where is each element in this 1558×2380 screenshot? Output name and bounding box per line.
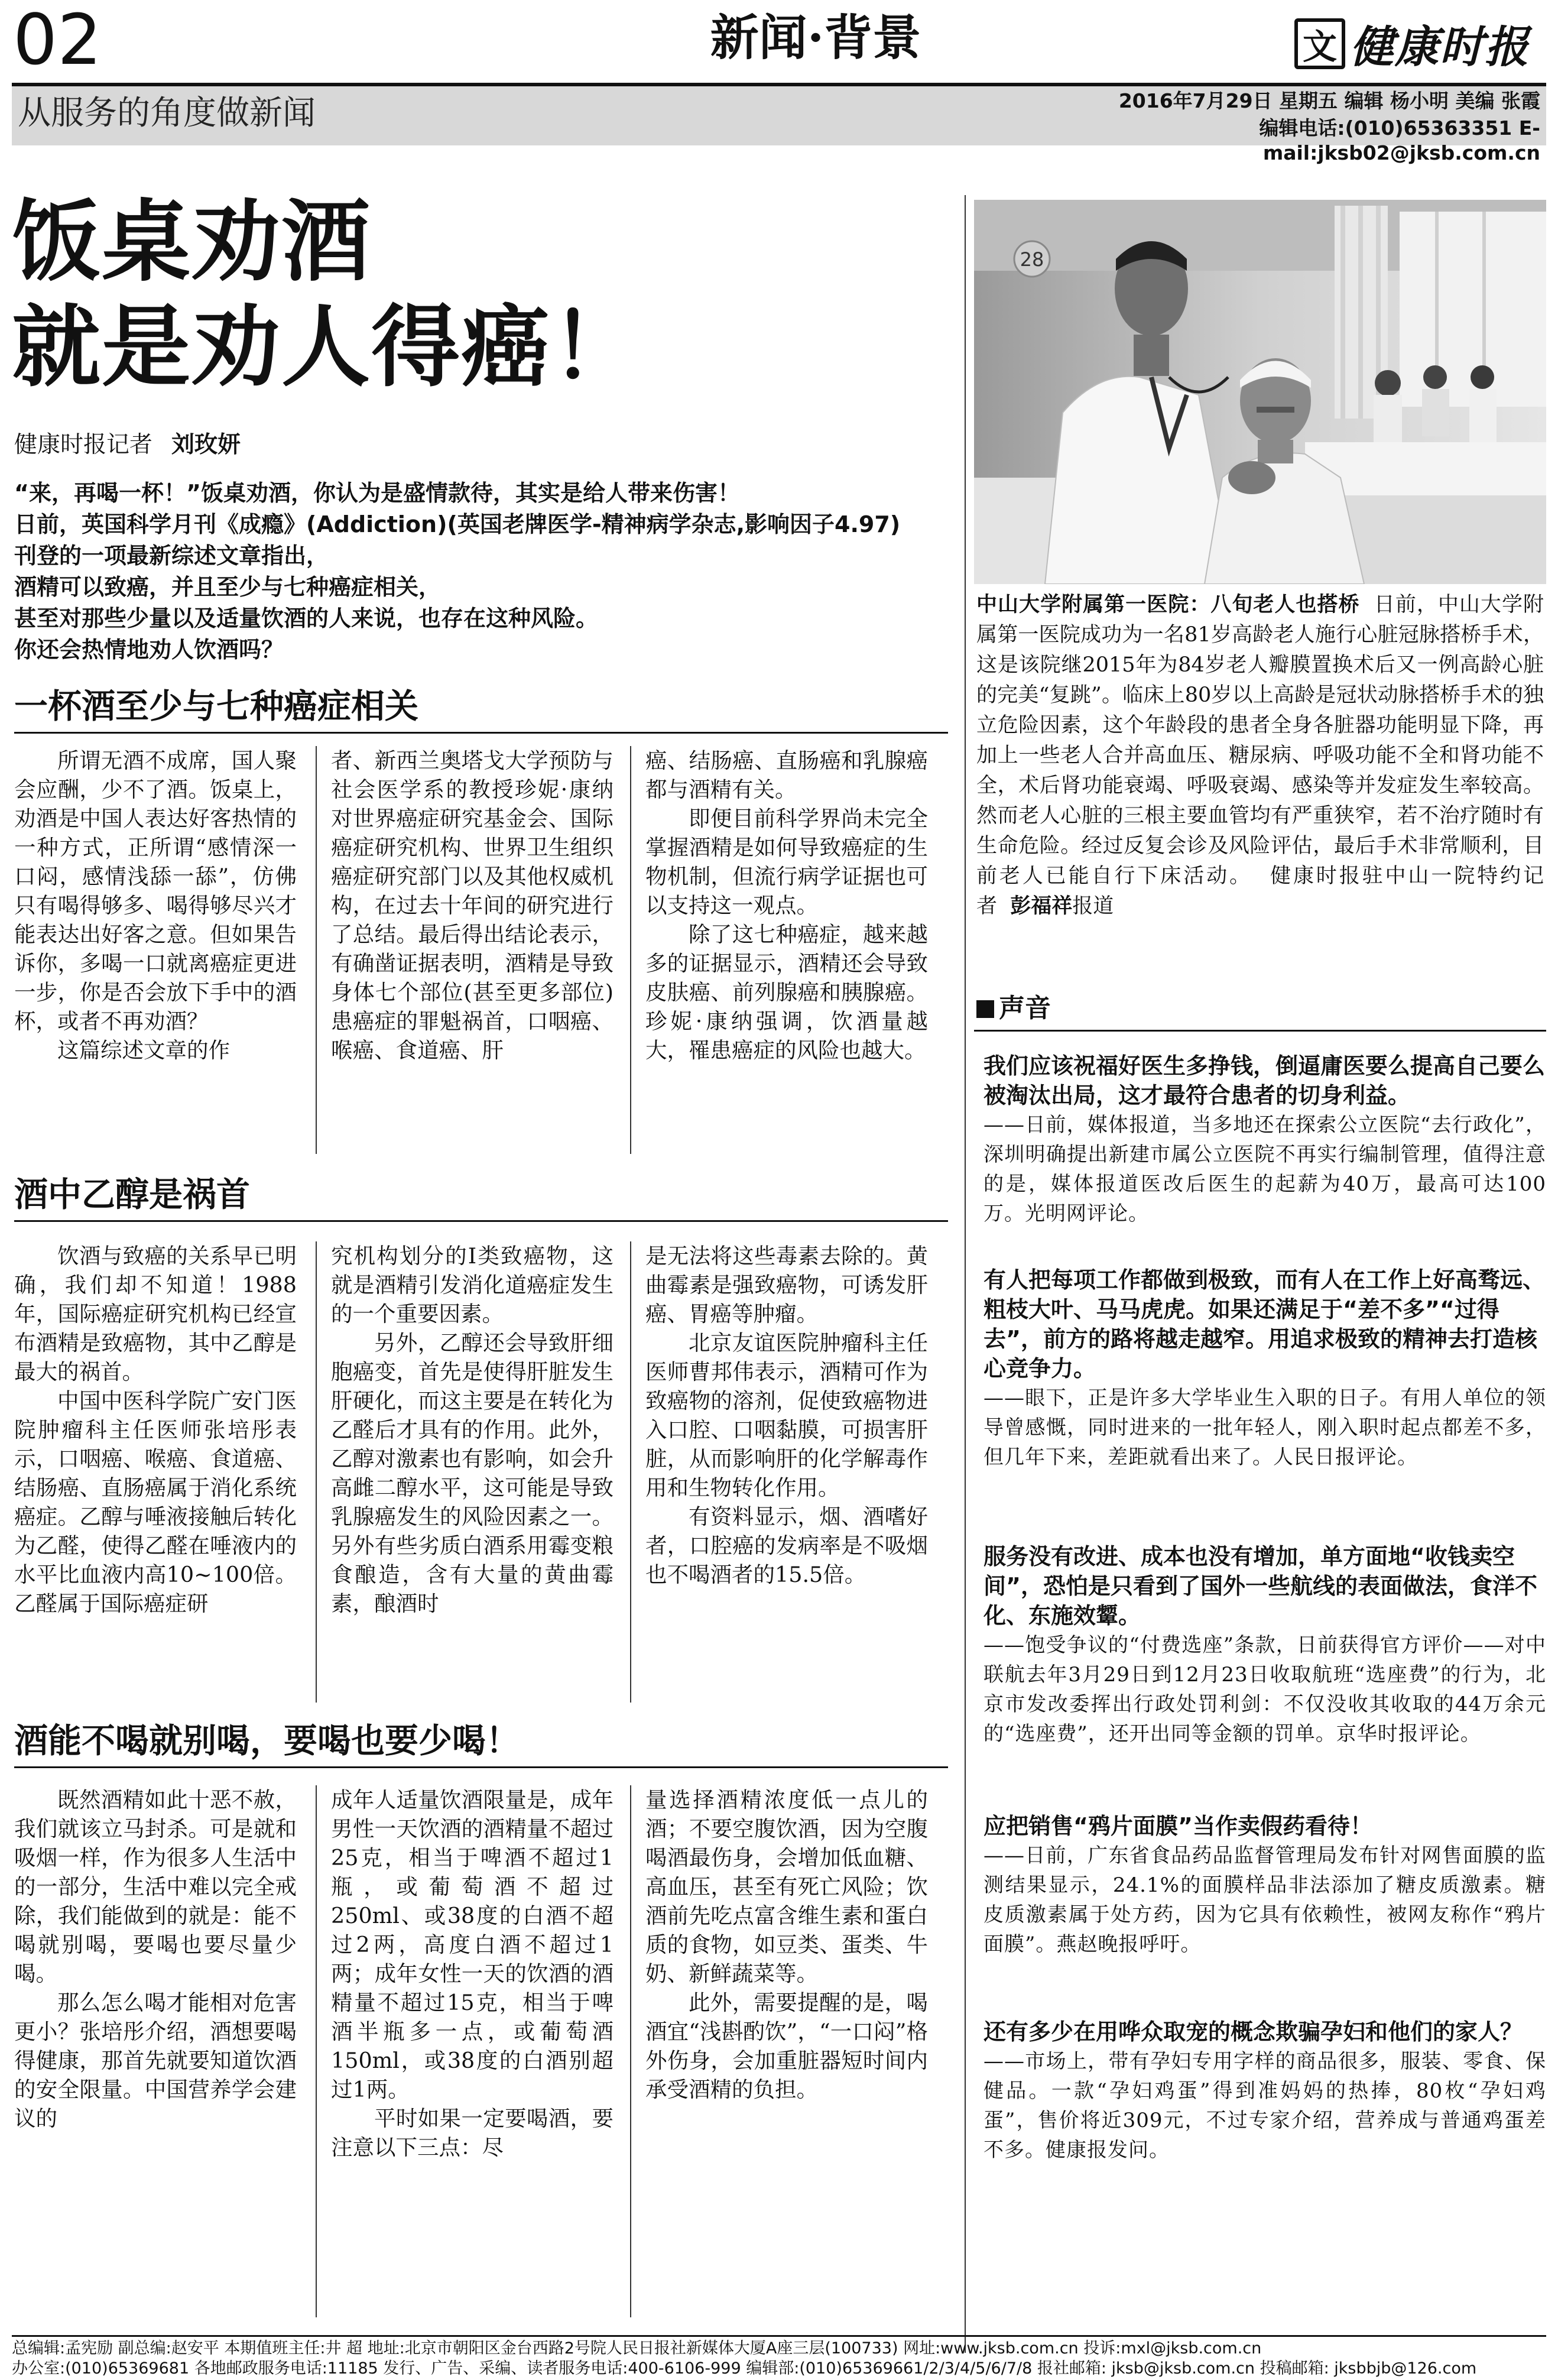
- section-heading: 酒中乙醇是祸首: [14, 1174, 948, 1222]
- voice-source: ——饱受争议的“付费选座”条款，日前获得官方评价——对中联航去年3月29日到12月23日收取航班“选座费”的行为，北京市发改委挥出行政处罚利剑：不仅没收其收取的44万余元的“选座费”，还开出同等金额的罚单。京华时报评论。: [984, 1633, 1546, 1746]
- byline-prefix: 健康时报记者: [14, 432, 153, 458]
- voice-source: ——日前，媒体报道，当多地还在探索公立医院“去行政化”，深圳明确提出新建市属公立医院不再实行编制管理，值得注意的是，媒体报道医改后医生的起薪为40万，最高可达100万。光明网评论。: [984, 1113, 1546, 1225]
- paragraph: 饮酒与致癌的关系早已明确，我们却不知道！1988年，国际癌症研究机构已经宣布酒精是致癌物，其中乙醇是最大的祸首。: [14, 1243, 297, 1384]
- column-divider: [316, 1785, 317, 2317]
- voices-heading-label: 声音: [999, 993, 1051, 1023]
- footer-contacts: 办公室:(010)65369681 各地邮政服务电话:11185 发行、广告、采编、读者服务电话:400-6106-999 编辑部:(010)65369661/2/3/4/5/6/7/8 报社邮箱: jksb@jksb.com.cn 投稿邮箱: jksbbjb@126.com: [12, 2359, 1477, 2378]
- voice-source: ——日前，广东省食品药品监督管理局发布针对网售面膜的监测结果显示，24.1%的面膜样品非法添加了糖皮质激素。糖皮质激素属于处方药，因为它具有依赖性，被网友称作“鸦片面膜”。燕赵晚报呼吁。: [984, 1844, 1546, 1956]
- paragraph: 者、新西兰奥塔戈大学预防与社会医学系的教授珍妮·康纳对世界癌症研究基金会、国际癌症研究机构、世界卫生组织癌症研究部门以及其他权威机构，在过去十年间的研究进行了总结。最后得出结论表示，有确凿证据表明，酒精是导致身体七个部位(甚至更多部位)患癌症的罪魁祸首，口咽癌、喉癌、食道癌、肝: [331, 748, 614, 1063]
- paragraph: 究机构划分的Ⅰ类致癌物，这就是酒精引发消化道癌症发生的一个重要因素。: [331, 1243, 614, 1327]
- lead-line: 甚至对那些少量以及适量饮酒的人来说，也存在这种风险。: [14, 605, 599, 631]
- footer-rule: [12, 2335, 1546, 2337]
- column-divider: [316, 1241, 317, 1703]
- news-photo: [974, 200, 1546, 584]
- voice-quote: 有人把每项工作都做到极致，而有人在工作上好高骛远、粗枝大叶、马马虎虎。如果还满足于“差不多”“过得去”，前方的路将越走越窄。用追求极致的精神去打造核心竞争力。: [984, 1267, 1546, 1382]
- paragraph: 成年人适量饮酒限量是，成年男性一天饮酒的酒精量不超过25克，相当于啤酒不超过1瓶，或葡萄酒不超过250ml、或38度的白酒不超过2两，高度白酒不超过1两；成年女性一天的饮酒的酒精量不超过15克，相当于啤酒半瓶多一点，或葡萄酒150ml，或38度的白酒别超过1两。: [331, 1787, 614, 2102]
- column-divider: [630, 1785, 631, 2317]
- voices-rule: [974, 1030, 1546, 1032]
- article-column: [645, 1785, 928, 2104]
- page-number: 02: [13, 0, 102, 80]
- paragraph: 中国中医科学院广安门医院肿瘤科主任医师张培彤表示，口咽癌、喉癌、食道癌、结肠癌、直肠癌属于消化系统癌症。乙醇与唾液接触后转化为乙醛，使得乙醛在唾液内的水平比血液内高10~100倍。乙醛属于国际癌症研: [14, 1388, 297, 1616]
- caption-body: 日前，中山大学附属第一医院成功为一名81岁高龄老人施行心脏冠脉搭桥手术，这是该院继2015年为84岁老人瓣膜置换术后又一例高龄心脏的完美“复跳”。临床上80岁以上高龄是冠状动脉搭桥手术的独立危险因素，这个年龄段的患者全身各脏器功能明显下降，再加上一些老人合并高血压、糖尿病、呼吸功能不全和肾功能不全，术后肾功能衰竭、呼吸衰竭、感染等并发症发生率较高。然而老人心脏的三根主要血管均有严重狭窄，若不治疗随时有生命危险。经过反复会诊及风险评估，最后手术非常顺利，目前老人已能自行下床活动。: [976, 593, 1544, 888]
- voice-quote: 服务没有改进、成本也没有增加，单方面地“收钱卖空间”，恐怕是只看到了国外一些航线的表面做法，食洋不化、东施效颦。: [984, 1544, 1537, 1629]
- voice-item: [984, 1542, 1546, 1749]
- paragraph: 癌、结肠癌、直肠癌和乳腺癌都与酒精有关。: [645, 748, 928, 802]
- right-column-divider: [965, 195, 966, 2353]
- paragraph: 此外，需要提醒的是，喝酒宜“浅斟酌饮”，“一口闷”格外伤身，会加重脏器短时间内承受酒精的负担。: [645, 1990, 928, 2102]
- logo-text: 健康时报: [1350, 22, 1530, 73]
- voice-item: [984, 1811, 1546, 1959]
- caption-title: 中山大学附属第一医院：八旬老人也搭桥: [976, 593, 1360, 617]
- lead-paragraph: [14, 478, 948, 666]
- slogan: 从服务的角度做新闻: [18, 94, 316, 132]
- article-column: [331, 1241, 614, 1618]
- voices-heading: [976, 991, 1051, 1026]
- square-icon: [976, 1000, 994, 1018]
- section-title: 新闻·背景: [710, 9, 921, 66]
- paragraph: 量选择酒精浓度低一点儿的酒；不要空腹饮酒，因为空腹喝酒最伤身，会增加低血糖、高血压，甚至有死亡风险；饮酒前先吃点富含维生素和蛋白质的食物，如豆类、蛋类、牛奶、新鲜蔬菜等。: [645, 1787, 928, 1986]
- bed-number: 28: [1020, 248, 1044, 271]
- caption-reporter-suffix: 报道: [1072, 894, 1114, 918]
- lead-line: 刊登的一项最新综述文章指出，: [14, 543, 329, 569]
- column-divider: [630, 1241, 631, 1703]
- voice-quote: 我们应该祝福好医生多挣钱，倒逼庸医要么提高自己要么被淘汰出局，这才最符合患者的切身利益。: [984, 1053, 1546, 1108]
- voice-quote: 应把销售“鸦片面膜”当作卖假药看待！: [984, 1813, 1372, 1839]
- photo-caption: [976, 590, 1544, 922]
- article-column: [645, 1241, 928, 1589]
- voice-item: [984, 1265, 1546, 1472]
- paragraph: 所谓无酒不成席，国人聚会应酬，少不了酒。饭桌上，劝酒是中国人表达好客热情的一种方式，正所谓“感情深一口闷，感情浅舔一舔”，仿佛只有喝得够多、喝得够尽兴才能表达出好客之意。但如果告诉你，多喝一口就离癌症更进一步，你是否会放下手中的酒杯，或者不再劝酒？: [14, 748, 297, 1034]
- article-column: [14, 1241, 297, 1618]
- byline: [14, 430, 241, 460]
- paragraph: 这篇综述文章的作: [57, 1037, 230, 1063]
- lead-line: “来，再喝一杯！”饭桌劝酒，你认为是盛情款待，其实是给人带来伤害！: [14, 480, 740, 506]
- column-divider: [630, 746, 631, 1154]
- headline: [12, 189, 957, 400]
- voice-item: [984, 1051, 1546, 1228]
- voice-item: [984, 2017, 1546, 2165]
- paragraph: 另外，乙醇还会导致肝细胞癌变，首先是使得肝脏发生肝硬化，而这主要是在转化为乙醛后才具有的作用。此外，乙醇对激素也有影响，如会升高雌二醇水平，这可能是导致乳腺癌发生的风险因素之一。另外有些劣质白酒系用霉变粮食酿造，含有大量的黄曲霉素，酿酒时: [331, 1330, 614, 1616]
- logo-mark: 文: [1294, 18, 1345, 69]
- section-heading: 一杯酒至少与七种癌症相关: [14, 686, 948, 734]
- paragraph: 那么怎么喝才能相对危害更小？张培彤介绍，酒想要喝得健康，那首先就要知道饮酒的安全限量。中国营养学会建议的: [14, 1990, 297, 2131]
- lead-line: 你还会热情地劝人饮酒吗？: [14, 637, 284, 663]
- masthead-logo: [1294, 15, 1530, 72]
- caption-reporter: 健康时报驻中山一院特约记者: [976, 864, 1544, 918]
- paragraph: 平时如果一定要喝酒，要注意以下三点：尽: [331, 2106, 614, 2160]
- lead-line: 酒精可以致癌，并且至少与七种癌症相关，: [14, 574, 442, 600]
- paragraph: 北京友谊医院肿瘤科主任医师曹邦伟表示，酒精可作为致癌物的溶剂，促使致癌物进入口腔、口咽黏膜，可损害肝脏，从而影响肝的化学解毒作用和生物转化作用。: [645, 1330, 928, 1500]
- voice-source: ——市场上，带有孕妇专用字样的商品很多，服装、零食、保健品。一款“孕妇鸡蛋”得到准妈妈的热捧，80枚“孕妇鸡蛋”，售价将近309元，不过专家介绍，营养成与普通鸡蛋差不多。健康报发问。: [984, 2050, 1546, 2162]
- paragraph: 既然酒精如此十恶不赦，我们就该立马封杀。可是就和吸烟一样，作为很多人生活中的一部分，生活中难以完全戒除，我们能做到的就是：能不喝就别喝，要喝也要尽量少喝。: [14, 1787, 297, 1986]
- footer-imprint: 总编辑:孟宪励 副总编:赵安平 本期值班主任:井 超 地址:北京市朝阳区金台西路2号院人民日报社新媒体大厦A座三层(100733) 网址:www.jksb.com.cn 投诉:mxl@jksb.com.cn: [12, 2339, 1262, 2358]
- paragraph: 即便目前科学界尚未完全掌握酒精是如何导致癌症的生物机制，但流行病学证据也可以支持这一观点。: [645, 806, 928, 918]
- paragraph: 是无法将这些毒素去除的。黄曲霉素是强致癌物，可诱发肝癌、胃癌等肿瘤。: [645, 1243, 928, 1327]
- headline-line-2: 就是劝人得癌！: [12, 295, 641, 399]
- byline-name: 刘玫妍: [171, 432, 241, 458]
- paragraph: 有资料显示，烟、酒嗜好者，口腔癌的发病率是不吸烟也不喝酒者的15.5倍。: [645, 1504, 928, 1587]
- date-editor-line: 2016年7月29日 星期五 编辑 杨小明 美编 张霞: [1118, 89, 1540, 112]
- lead-line: 日前，英国科学月刊《成瘾》(Addiction)(英国老牌医学-精神病学杂志,影响因子4.97): [14, 511, 901, 537]
- headline-line-1: 饭桌劝酒: [12, 190, 372, 294]
- article-column: [645, 746, 928, 1065]
- section-heading: 酒能不喝就别喝，要喝也要少喝！: [14, 1720, 948, 1768]
- article-column: [14, 746, 297, 1065]
- article-column: [331, 1785, 614, 2162]
- voice-quote: 还有多少在用哗众取宠的概念欺骗孕妇和他们的家人？: [984, 2019, 1523, 2045]
- paragraph: 除了这七种癌症，越来越多的证据显示，酒精还会导致皮肤癌、前列腺癌和胰腺癌。珍妮·康纳强调，饮酒量越大，罹患癌症的风险也越大。: [645, 922, 928, 1063]
- article-column: [14, 1785, 297, 2133]
- article-column: [331, 746, 614, 1065]
- contact-line: 编辑电话:(010)65363351 E-mail:jksb02@jksb.com.cn: [1259, 116, 1540, 164]
- voice-source: ——眼下，正是许多大学毕业生入职的日子。有用人单位的领导曾感慨，同时进来的一批年轻人，刚入职时起点都差不多，但几年下来，差距就看出来了。人民日报评论。: [984, 1386, 1546, 1469]
- column-divider: [316, 746, 317, 1154]
- caption-reporter-name: 彭福祥: [1010, 894, 1073, 918]
